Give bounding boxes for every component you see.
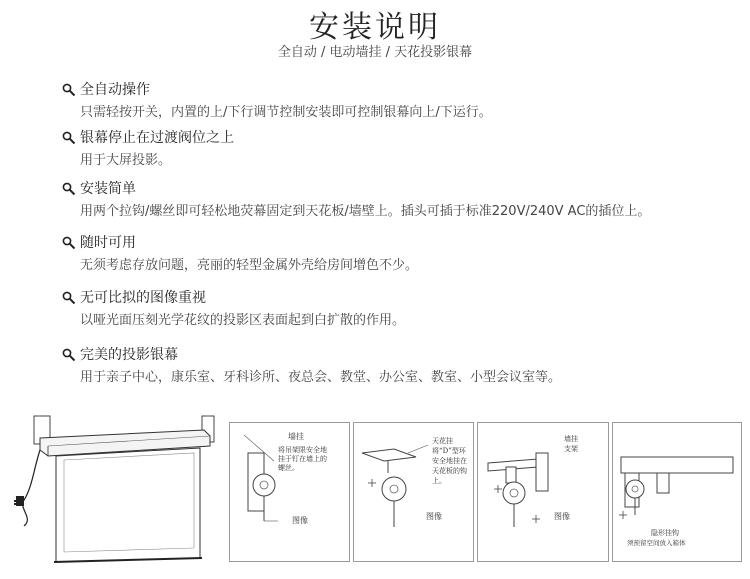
install-diagram-bracket — [477, 422, 609, 562]
feature-title: 随时可用 — [80, 234, 136, 251]
diagram-title: 墙挂 — [564, 435, 578, 443]
page-title: 安装说明 — [309, 10, 441, 45]
diagram-note: 将“D”型环 — [432, 447, 466, 455]
feature-desc: 用于亲子中心，康乐室、牙科诊所、夜总会、教堂、办公室、教室、小型会议室等。 — [80, 370, 562, 385]
image-label: 图像 — [554, 512, 570, 521]
page-subtitle: 全自动 / 电动墙挂 / 天花投影银幕 — [277, 45, 473, 60]
feature-desc: 以哑光面压刻光学花纹的投影区表面起到白扩散的作用。 — [80, 313, 406, 328]
search-icon — [62, 235, 76, 249]
feature-perfect-screen — [62, 344, 561, 385]
feature-desc: 无须考虑存放问题，亮丽的轻型金属外壳给房间增色不少。 — [80, 258, 419, 273]
diagram-caption: 须预留空间放入箱体 — [627, 539, 686, 547]
feature-title: 完美的投影银幕 — [80, 346, 178, 363]
diagram-note: 将吊架限安全地 — [278, 446, 327, 454]
feature-title: 全自动操作 — [80, 81, 150, 98]
diagram-title: 墙挂 — [288, 432, 304, 441]
search-icon — [62, 130, 76, 144]
feature-title: 银幕停止在过渡阀位之上 — [80, 129, 234, 146]
feature-desc: 用两个拉钩/螺丝即可轻松地荧幕固定到天花板/墙壁上。插头可插于标准220V/240V AC的插位上。 — [80, 204, 651, 219]
feature-desc: 只需轻按开关，内置的上/下行调节控制安装即可控制银幕向上/下运行。 — [80, 105, 492, 120]
search-icon — [62, 347, 76, 361]
search-icon — [62, 181, 76, 195]
feature-ready-to-use — [62, 232, 418, 273]
feature-stop-position — [62, 127, 234, 168]
diagram-note: 螺丝。 — [278, 464, 299, 472]
search-icon — [62, 82, 76, 96]
diagram-note: 支架 — [564, 445, 578, 453]
feature-auto-operation — [62, 79, 492, 120]
feature-title: 无可比拟的图像重视 — [80, 289, 206, 306]
diagram-note: 安全地挂在 — [432, 457, 467, 465]
image-label: 图像 — [426, 512, 442, 521]
image-label: 图像 — [292, 516, 308, 525]
diagram-note: 挂于钉在墙上的 — [278, 455, 327, 463]
install-diagram-wall-mount — [229, 422, 350, 562]
search-icon — [62, 290, 76, 304]
install-diagram-hidden-hook — [612, 422, 742, 562]
feature-title: 安装简单 — [80, 180, 136, 197]
feature-easy-install — [62, 178, 650, 219]
feature-desc: 用于大屏投影。 — [80, 153, 172, 168]
diagram-title: 天花挂 — [432, 437, 453, 445]
projector-screen-illustration — [4, 408, 224, 570]
feature-image-quality — [62, 287, 405, 328]
diagram-caption: 隐形挂钩 — [651, 529, 679, 537]
diagram-note: 上。 — [432, 477, 446, 485]
diagram-note: 天花板的钩 — [432, 467, 467, 475]
install-diagram-ceiling-mount — [353, 422, 474, 562]
